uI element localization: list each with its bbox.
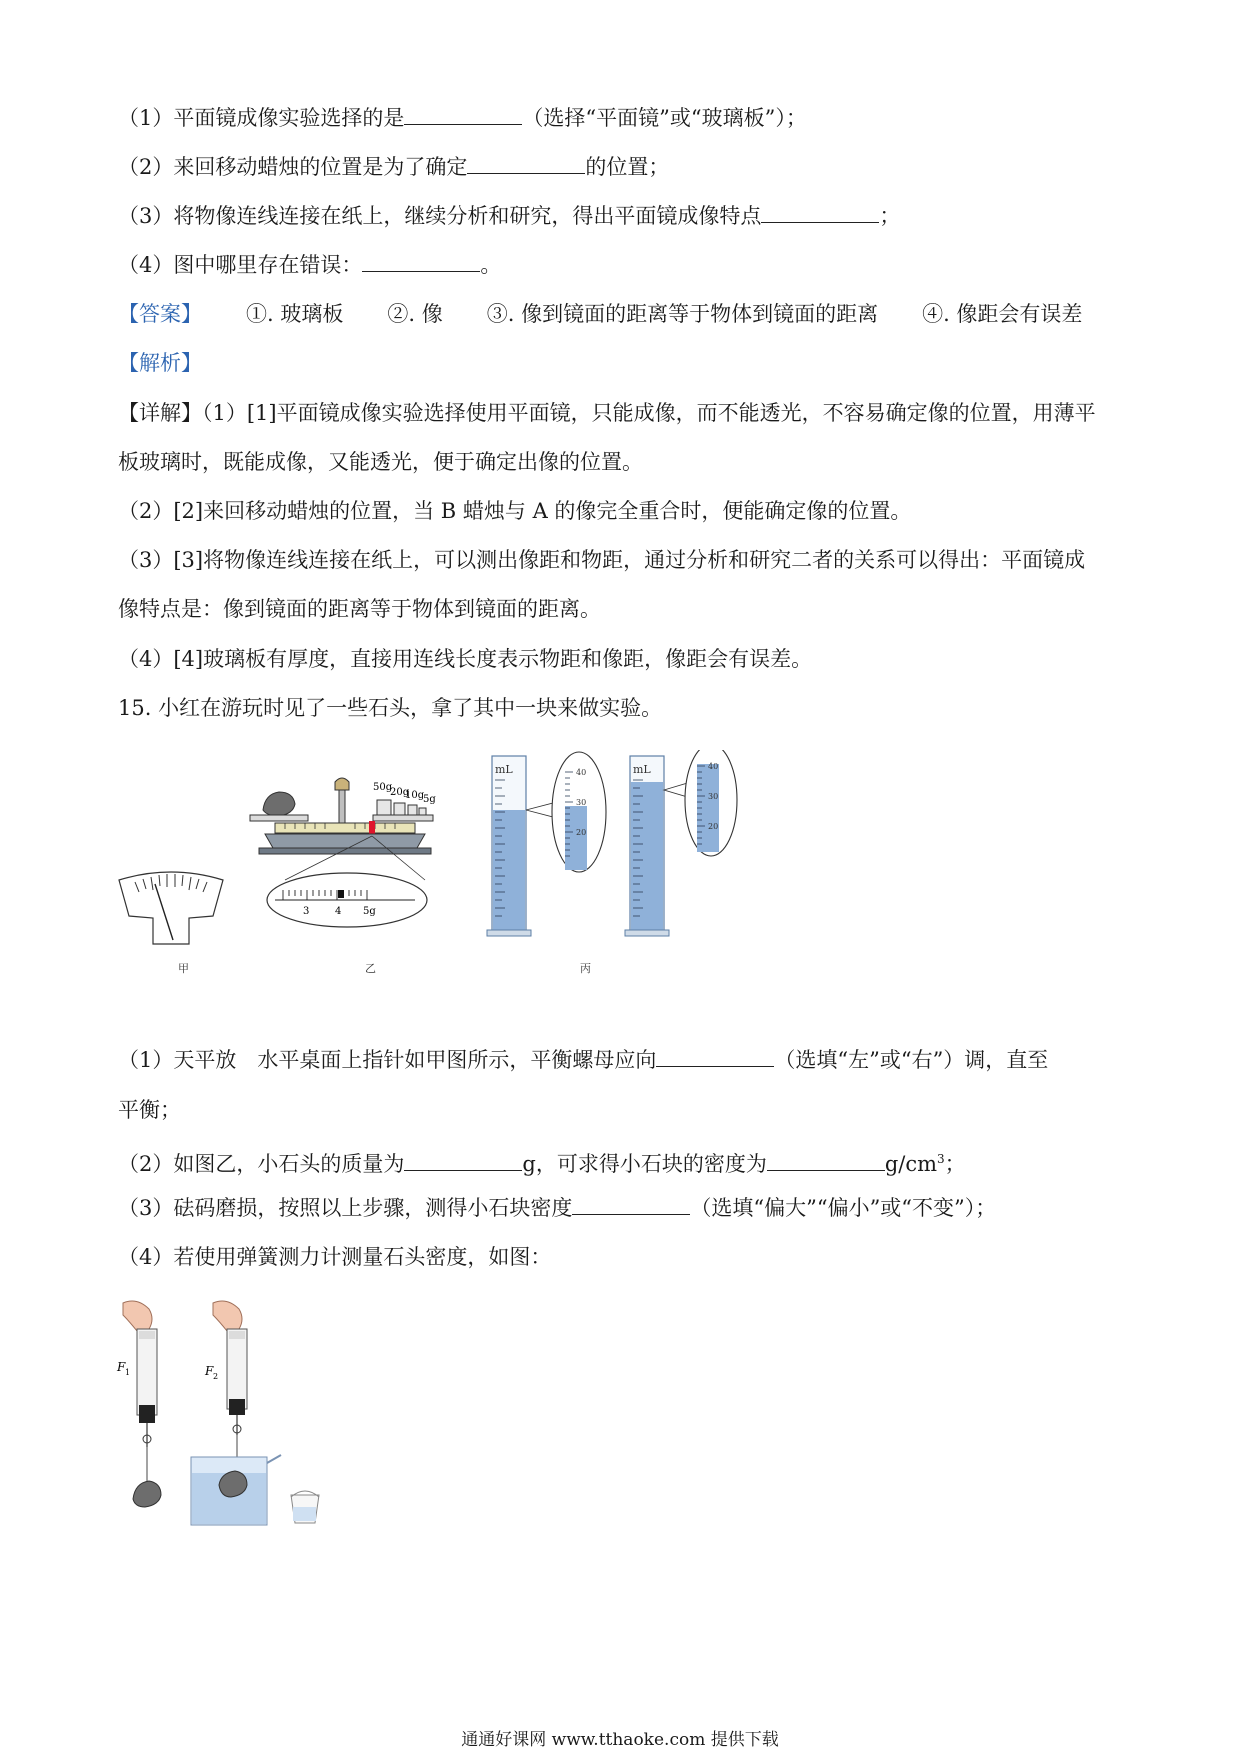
cylinder-unit: mL (495, 763, 513, 776)
answer-item: ④. 像距会有误差 (922, 302, 1083, 326)
detail-1b: 板玻璃时，既能成像，又能透光，便于确定出像的位置。 (118, 450, 643, 474)
force-subscript: 2 (213, 1372, 219, 1381)
analysis-tag: 【解析】 (118, 351, 202, 375)
detail-3b: 像特点是：像到镜面的距离等于物体到镜面的距离。 (118, 597, 601, 621)
balance-pointer-figure (115, 868, 227, 946)
force-subscript: 1 (125, 1368, 131, 1377)
q15-part2: （2）如图乙，小石头的质量为 g，可求得小石块的密度为 $g/cm^3$； (118, 1152, 966, 1176)
detail-2: （2）[2]来回移动蜡烛的位置，当 B 蜡烛与 A 的像完全重合时，便能确定像的位置。 (118, 499, 912, 523)
balance-figure (245, 770, 450, 940)
cylinder-tick-label: 40 (708, 762, 719, 771)
answer-tag: 【答案】 (118, 302, 202, 326)
cylinder-tick-label: 40 (576, 768, 587, 777)
answer-blank[interactable] (761, 202, 879, 223)
q14-part1: （1）平面镜成像实验选择的是 （选择“平面镜”或“玻璃板”）； (118, 106, 807, 130)
q14-part3: （3）将物像连线连接在纸上，继续分析和研究，得出平面镜成像特点 ； (118, 204, 901, 228)
q15-part4: （4）若使用弹簧测力计测量石头密度，如图： (118, 1245, 552, 1269)
answer-blank[interactable] (467, 153, 585, 174)
answer-blank[interactable] (767, 1150, 885, 1171)
cylinder-tick-label: 30 (576, 798, 587, 807)
q15-title: 15. 小红在游玩时见了一些石头，拿了其中一块来做实验。 (118, 696, 663, 720)
figure-caption-jia: 甲 (178, 962, 189, 975)
weight-label: 5g (423, 794, 436, 805)
q15-part1: （1）天平放 水平桌面上指针如甲图所示，平衡螺母应向 （选填“左”或“右”）调，直至 (118, 1048, 1049, 1072)
cylinder-tick-label: 20 (708, 822, 719, 831)
q14-part4: （4）图中哪里存在错误： 。 (118, 253, 502, 277)
answer-blank[interactable] (404, 1150, 522, 1171)
q14-part2: （2）来回移动蜡烛的位置是为了确定 的位置； (118, 155, 670, 179)
weight-label: 20g (390, 787, 410, 798)
answer-blank[interactable] (656, 1046, 774, 1067)
force-label: F (205, 1364, 214, 1378)
q15-part3: （3）砝码磨损，按照以上步骤，测得小石块密度 （选填“偏大”“偏小”或“不变”）； (118, 1196, 997, 1220)
answer-blank[interactable] (572, 1194, 690, 1215)
detail-1a: 【详解】（1）[1]平面镜成像实验选择使用平面镜，只能成像，而不能透光，不容易确定像的位置，用薄平 (118, 401, 1096, 425)
page-footer: 通通好课网 www.tthaoke.com 提供下载 (461, 1730, 779, 1750)
weight-label: 50g (373, 782, 393, 793)
spring-scale-figure (115, 1295, 345, 1530)
detail-4: （4）[4]玻璃板有厚度，直接用连线长度表示物距和像距，像距会有误差。 (118, 647, 813, 671)
answer-line (118, 300, 1082, 328)
detail-3a: （3）[3]将物像连线连接在纸上，可以测出像距和物距，通过分析和研究二者的关系可以得出：平面镜成 (118, 548, 1086, 572)
weight-label: 10g (405, 790, 425, 801)
force-label: F (117, 1360, 126, 1374)
q15-part1-cont: 平衡； (118, 1098, 181, 1122)
cylinder-unit: mL (633, 763, 651, 776)
figure-caption-yi: 乙 (365, 962, 376, 975)
figure-caption-bing: 丙 (580, 962, 591, 975)
answer-item: ①. 玻璃板 (246, 302, 344, 326)
answer-item: ③. 像到镜面的距离等于物体到镜面的距离 (486, 302, 879, 326)
answer-blank[interactable] (362, 251, 480, 272)
scale-label: 5g (363, 906, 376, 917)
scale-label: 3 (303, 906, 310, 917)
cylinder-tick-label: 20 (576, 828, 587, 837)
scale-label: 4 (335, 906, 342, 917)
graduated-cylinders-figure (485, 750, 765, 946)
cylinder-tick-label: 30 (708, 792, 719, 801)
answer-item: ②. 像 (387, 302, 443, 326)
answer-blank[interactable] (404, 104, 522, 125)
